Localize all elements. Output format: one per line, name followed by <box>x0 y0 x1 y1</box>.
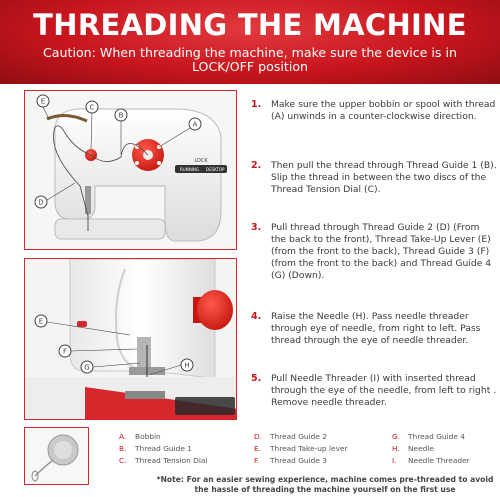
needle-threader-drawing <box>25 428 89 485</box>
svg-text:G: G <box>84 363 90 372</box>
legend-item-e: E. Thread Take-up lever <box>254 444 348 453</box>
machine-overview-illustration <box>24 90 237 250</box>
svg-text:B: B <box>118 111 124 120</box>
switch-label-running: RUNNING <box>180 167 199 172</box>
svg-text:E: E <box>38 317 44 326</box>
svg-text:D: D <box>38 198 44 207</box>
page-title: THREADING THE MACHINE <box>33 8 467 42</box>
svg-text:E: E <box>40 97 46 106</box>
step-text: Make sure the upper bobbin or spool with thread (A) unwinds in a counter-clockwise direction. <box>271 99 496 122</box>
svg-text:H: H <box>184 361 190 370</box>
machine-overview-drawing <box>25 91 237 250</box>
needle-threader-illustration <box>24 427 89 485</box>
legend-item-f: F. Thread Guide 3 <box>254 456 327 465</box>
step-text: Pull thread through Thread Guide 2 (D) (From the back to the front), Thread Take-Up Lever (E) (from the front to the back), Thread Guide 3 (F) (from the front to the back) and Thread Guide 4 (G) (Down). <box>271 222 492 281</box>
switch-label-lock: LOCK <box>194 158 208 164</box>
machine-base <box>55 219 165 239</box>
svg-text:A: A <box>192 120 198 129</box>
legend-item-d: D. Thread Guide 2 <box>254 432 327 441</box>
svg-text:F: F <box>62 347 68 356</box>
step-text: Raise the Needle (H). Pass needle threader through eye of needle, from right to left. Pass thread through the eye of needle threader. <box>271 311 481 346</box>
needle-bar <box>85 186 91 214</box>
step-text: Pull Needle Threader (I) with inserted thread through the eye of the needle, from left to right . Remove needle threader. <box>271 373 497 408</box>
step-number: 1. <box>251 99 262 110</box>
legend-item-h: H. Needle <box>392 444 434 453</box>
legend-item-g: G. Thread Guide 4 <box>392 432 465 441</box>
header-banner <box>0 0 500 84</box>
parts-legend <box>119 432 499 468</box>
hand-wheel <box>197 290 233 330</box>
legend-item-i: I. Needle Threader <box>392 456 470 465</box>
needle-area-drawing <box>25 259 237 420</box>
presser-bar <box>137 337 151 367</box>
feed-dogs <box>125 391 165 399</box>
needle-area-illustration <box>24 258 237 420</box>
switch-label-desktop: DESKTOP <box>206 167 225 172</box>
legend-item-b: B. Thread Guide 1 <box>119 444 192 453</box>
legend-item-c: C. Thread Tension Dial <box>119 456 208 465</box>
step-number: 5. <box>251 373 262 384</box>
legend-item-a: A. Bobbin <box>119 432 161 441</box>
step-number: 3. <box>251 222 262 233</box>
step-text: Then pull the thread through Thread Guide 1 (B). Slip the thread in between the two discs of the Thread Tension Dial (C). <box>271 160 497 195</box>
pre-threaded-note: *Note: For an easier sewing experience, machine comes pre-threaded to avoid the hassle of threading the machine yourself on the first use <box>156 475 494 494</box>
svg-text:C: C <box>89 103 95 112</box>
caution-text: Caution: When threading the machine, make sure the device is in LOCK/OFF position <box>43 45 457 74</box>
step-number: 2. <box>251 160 262 171</box>
step-number: 4. <box>251 311 262 322</box>
